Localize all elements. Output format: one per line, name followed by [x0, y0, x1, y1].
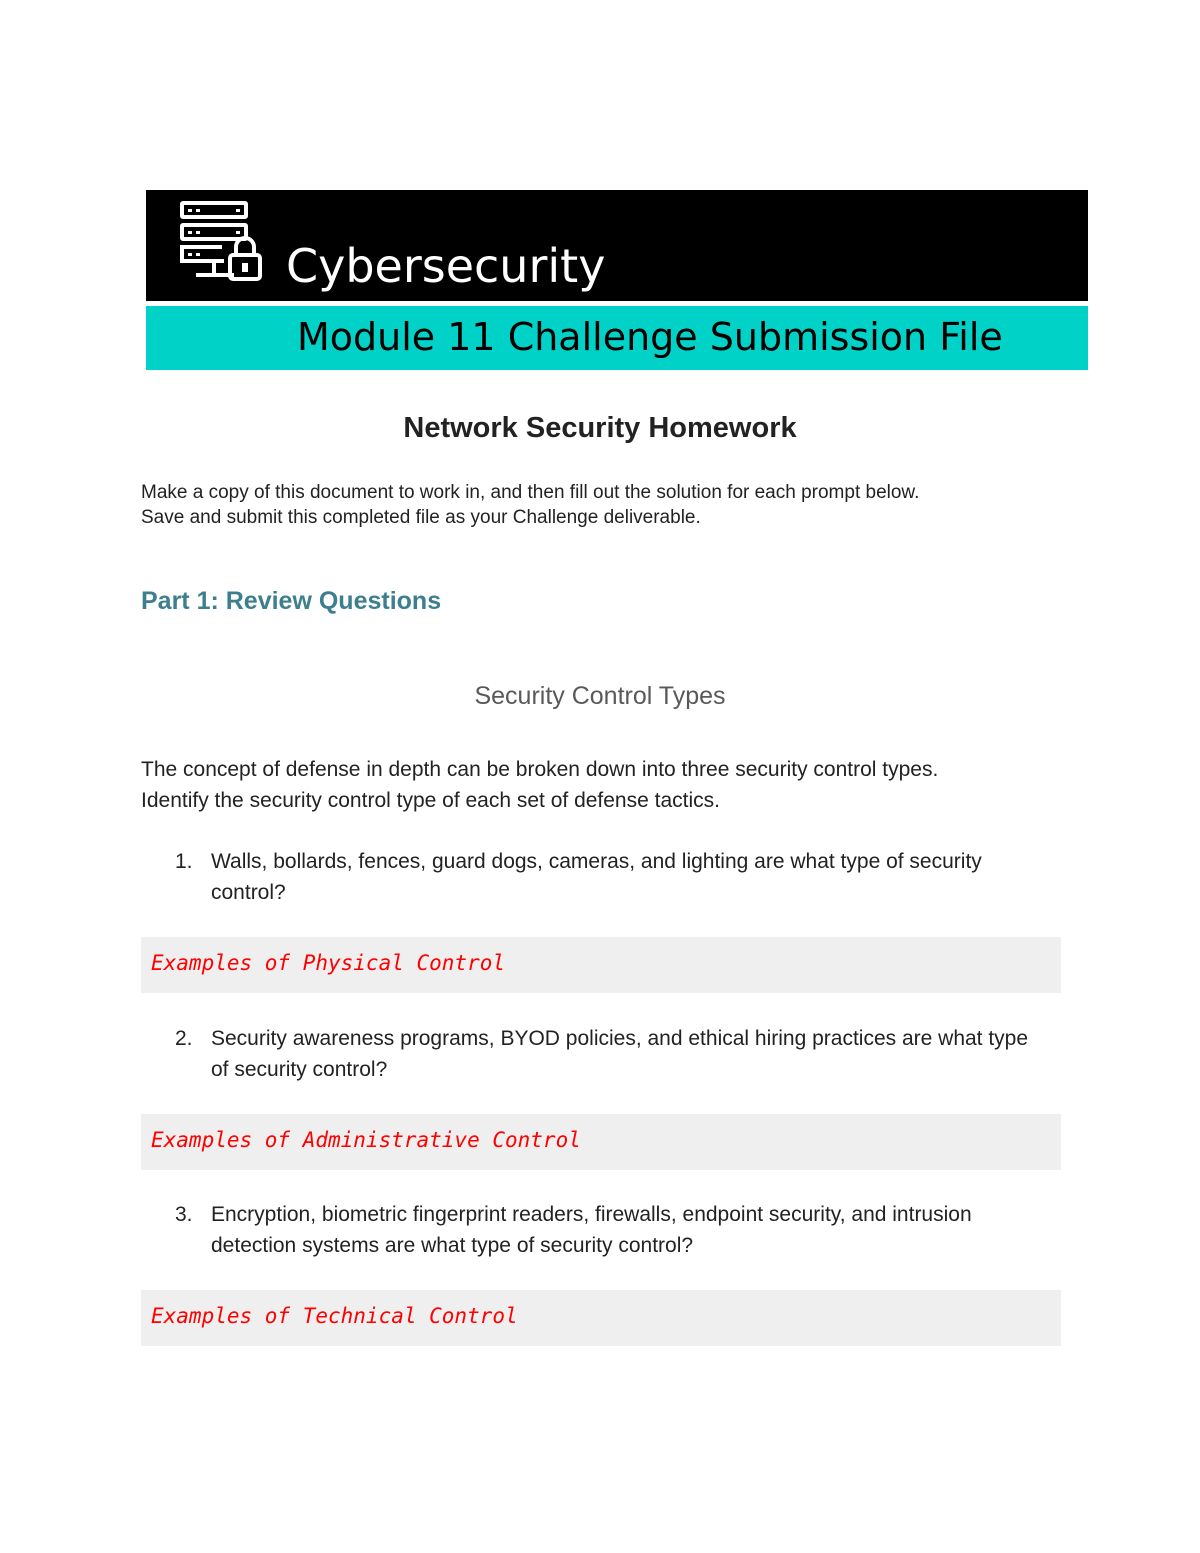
- answer-text: Examples of Technical Control: [151, 1304, 518, 1328]
- section-heading: Security Control Types: [474, 682, 726, 710]
- concept-line: Identify the security control type of each set of defense tactics.: [141, 789, 720, 812]
- answer-box[interactable]: [141, 937, 1061, 993]
- question-text: Encryption, biometric fingerprint readers, firewalls, endpoint security, and intrusion detection systems are what type of security control?: [211, 1203, 972, 1257]
- answer-text: Examples of Administrative Control: [151, 1128, 581, 1152]
- question-item: [141, 1199, 1041, 1261]
- answer-box[interactable]: [141, 1114, 1061, 1170]
- module-subtitle: Module 11 Challenge Submission File: [297, 315, 1003, 359]
- answer-text: Examples of Physical Control: [151, 951, 506, 975]
- server-lock-icon: [176, 197, 266, 287]
- intro-line: Save and submit this completed file as your Challenge deliverable.: [141, 507, 701, 528]
- question-item: [141, 846, 1041, 908]
- concept-paragraph: [141, 754, 1101, 816]
- question-text: Walls, bollards, fences, guard dogs, cameras, and lighting are what type of security control?: [211, 850, 982, 904]
- question-item: [141, 1023, 1041, 1085]
- concept-line: The concept of defense in depth can be broken down into three security control types.: [141, 758, 939, 781]
- brand-title: Cybersecurity: [286, 239, 606, 293]
- question-text: Security awareness programs, BYOD policies, and ethical hiring practices are what type of security control?: [211, 1027, 1029, 1081]
- document-title: Network Security Homework: [403, 412, 797, 444]
- question-number: 2.: [175, 1027, 193, 1050]
- intro-line: Make a copy of this document to work in, and then fill out the solution for each prompt below.: [141, 482, 920, 503]
- intro-paragraph: [141, 480, 1081, 530]
- part-heading: Part 1: Review Questions: [141, 587, 442, 615]
- answer-box[interactable]: [141, 1290, 1061, 1346]
- question-number: 3.: [175, 1203, 193, 1226]
- question-number: 1.: [175, 850, 193, 873]
